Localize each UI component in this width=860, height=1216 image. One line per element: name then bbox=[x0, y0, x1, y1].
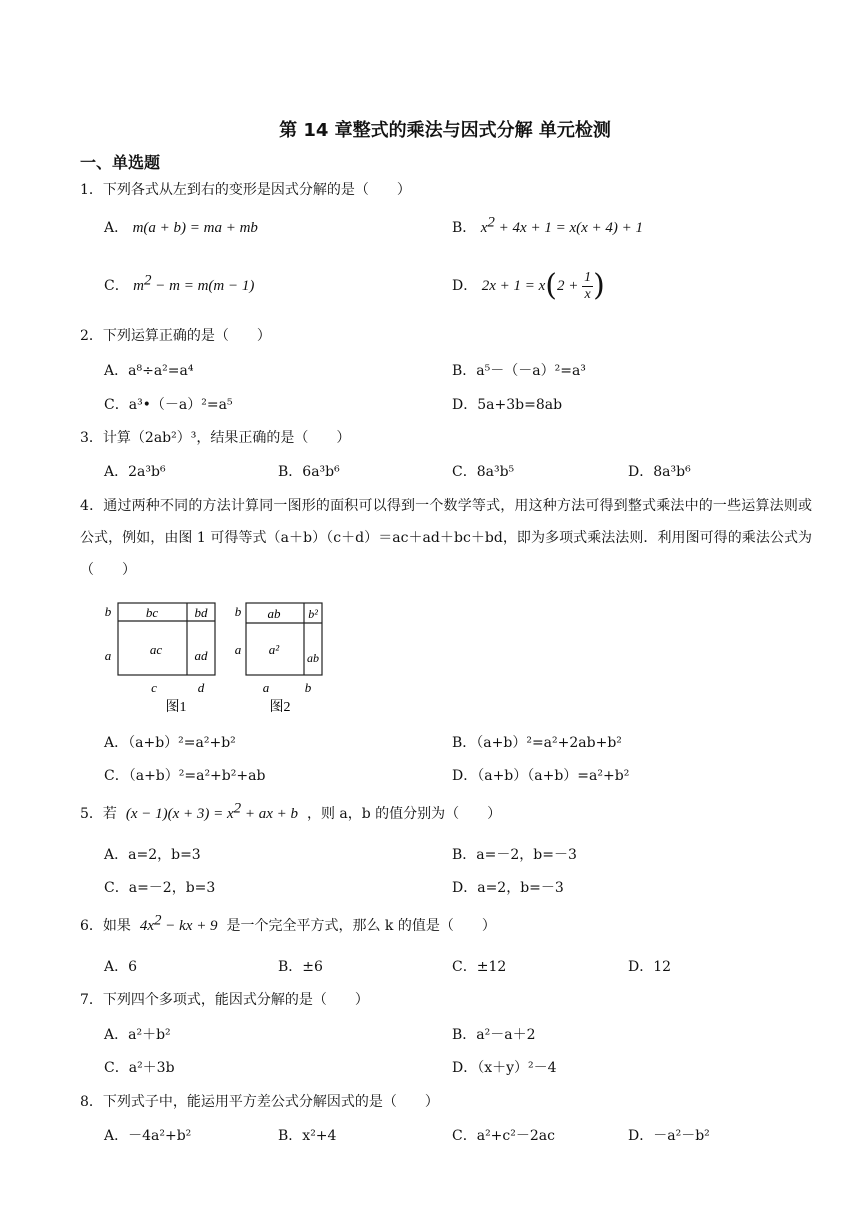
fig2-label-ab-top: ab bbox=[267, 606, 281, 621]
option-letter: C． bbox=[452, 464, 477, 480]
option-letter: D． bbox=[452, 1060, 478, 1076]
option-text: a²－a＋2 bbox=[476, 1027, 536, 1043]
option-expression: m(a + b) = ma + mb bbox=[132, 220, 258, 236]
option-letter: C． bbox=[104, 768, 129, 784]
option-text: （a+b）²=a²+2ab+b² bbox=[476, 735, 622, 751]
option-text: （a+b）²=a²+b²+ab bbox=[128, 768, 266, 784]
q2-option-d[interactable] bbox=[452, 395, 562, 415]
q7-option-c[interactable] bbox=[104, 1058, 175, 1078]
q1-option-b[interactable] bbox=[452, 214, 643, 238]
figure-2 bbox=[235, 603, 322, 715]
option-text: －a²－b² bbox=[653, 1128, 710, 1144]
option-letter: B． bbox=[278, 464, 303, 480]
option-letter: C． bbox=[104, 397, 129, 413]
q7-option-a[interactable] bbox=[104, 1025, 171, 1045]
option-text: 5a+3b=8ab bbox=[477, 397, 563, 413]
question-7-stem: 7．下列四个多项式，能因式分解的是（ ） bbox=[80, 992, 369, 1008]
option-text: 6 bbox=[128, 959, 138, 975]
option-text: （a+b）（a+b）=a²+b² bbox=[477, 768, 630, 784]
fig1-side-a: a bbox=[104, 648, 112, 663]
option-letter: B． bbox=[278, 1128, 303, 1144]
fig2-side-b: b bbox=[234, 604, 242, 619]
figure-1 bbox=[105, 603, 215, 715]
option-letter: D． bbox=[452, 278, 478, 294]
stem-suffix: ，则 a，b 的值分别为（ ） bbox=[306, 806, 502, 822]
option-text: a⁵－（－a）²=a³ bbox=[476, 363, 586, 379]
area-model-figure bbox=[100, 598, 330, 718]
fig1-label-ad: ad bbox=[194, 648, 208, 663]
option-text: a=2，b=3 bbox=[128, 847, 201, 863]
option-letter: C． bbox=[104, 278, 129, 294]
q4-option-c[interactable] bbox=[104, 766, 265, 786]
option-letter: A． bbox=[104, 1027, 129, 1043]
fig2-label-ab-side: ab bbox=[307, 651, 319, 665]
stem-expression-rest: + ax + b bbox=[241, 806, 299, 822]
option-expression-rest: + 4x + 1 = x(x + 4) + 1 bbox=[494, 220, 643, 236]
option-text: a²+c²－2ac bbox=[476, 1128, 555, 1144]
q7-option-b[interactable] bbox=[452, 1025, 536, 1045]
question-1-stem: 1．下列各式从左到右的变形是因式分解的是（ ） bbox=[80, 182, 411, 198]
q8-option-d[interactable] bbox=[628, 1126, 710, 1146]
page-title: 第 14 章整式的乘法与因式分解 单元检测 bbox=[279, 120, 611, 141]
q1-option-a[interactable] bbox=[104, 218, 258, 238]
stem-exponent: 2 bbox=[154, 912, 162, 929]
q8-option-b[interactable] bbox=[278, 1126, 336, 1146]
option-letter: B． bbox=[452, 363, 477, 379]
option-text: 2a³b⁶ bbox=[128, 464, 166, 480]
option-expression-base: x bbox=[480, 220, 488, 236]
option-text: 12 bbox=[653, 959, 672, 975]
option-text: （x＋y）²－4 bbox=[477, 1060, 557, 1076]
option-letter: A． bbox=[104, 959, 129, 975]
option-letter: B． bbox=[452, 1027, 477, 1043]
fig1-bottom-c: c bbox=[151, 680, 157, 695]
q5-option-b[interactable] bbox=[452, 845, 577, 865]
section-heading: 一、单选题 bbox=[80, 153, 161, 172]
question-2-stem: 2．下列运算正确的是（ ） bbox=[80, 328, 271, 344]
option-letter: C． bbox=[104, 880, 129, 896]
option-expression-rest: − m = m(m − 1) bbox=[151, 278, 255, 294]
q4-option-b[interactable] bbox=[452, 733, 622, 753]
option-letter: C． bbox=[104, 1060, 129, 1076]
option-letter: A． bbox=[104, 735, 129, 751]
option-letter: D． bbox=[452, 397, 478, 413]
option-letter: D． bbox=[452, 880, 478, 896]
q5-option-a[interactable] bbox=[104, 845, 201, 865]
fig1-caption: 图1 bbox=[165, 700, 187, 715]
fig1-side-b: b bbox=[104, 604, 112, 619]
fraction-denominator: x bbox=[584, 286, 591, 302]
q2-option-b[interactable] bbox=[452, 361, 586, 381]
q3-option-d[interactable] bbox=[628, 462, 691, 482]
stem-expression: (x − 1)(x + 3) = x bbox=[125, 806, 234, 822]
option-text: ±6 bbox=[302, 959, 323, 975]
question-4-stem: 4．通过两种不同的方法计算同一图形的面积可以得到一个数学等式，用这种方法可得到整式乘法中的一些运算法则或公式，例如，由图 1 可得等式（a＋b）（c＋d）＝ac＋ad＋bc＋bd，即为多项式乘法法则．利用图可得的乘法公式为（ ） bbox=[80, 498, 812, 578]
q6-option-d[interactable] bbox=[628, 957, 671, 977]
option-text: 8a³b⁵ bbox=[476, 464, 515, 480]
option-letter: A． bbox=[104, 464, 129, 480]
fig2-label-b2: b² bbox=[308, 607, 318, 621]
stem-expression: 4x bbox=[139, 918, 154, 934]
q6-option-c[interactable] bbox=[452, 957, 506, 977]
option-text: a²＋3b bbox=[128, 1060, 175, 1076]
option-letter: A． bbox=[104, 220, 129, 236]
option-text: 8a³b⁶ bbox=[653, 464, 691, 480]
fig2-label-a2: a² bbox=[268, 642, 280, 657]
option-expression: 2x + 1 = x bbox=[481, 278, 546, 294]
left-paren: ( bbox=[545, 268, 557, 303]
fig2-bottom-a: a bbox=[262, 680, 270, 695]
option-text: a=－2，b=－3 bbox=[476, 847, 577, 863]
option-text: ±12 bbox=[476, 959, 507, 975]
question-3-stem: 3．计算（2ab²）³，结果正确的是（ ） bbox=[80, 430, 351, 446]
stem-exponent: 2 bbox=[233, 800, 242, 817]
option-letter: B． bbox=[278, 959, 303, 975]
option-text: a=2，b=－3 bbox=[477, 880, 564, 896]
fig1-label-bc: bc bbox=[145, 605, 159, 620]
q1-option-d[interactable] bbox=[452, 262, 605, 310]
q3-option-a[interactable] bbox=[104, 462, 166, 482]
question-5-stem bbox=[80, 800, 502, 824]
fraction bbox=[582, 270, 593, 303]
option-letter: A． bbox=[104, 1128, 129, 1144]
option-letter: D． bbox=[628, 464, 654, 480]
q3-option-c[interactable] bbox=[452, 462, 514, 482]
option-text: （a+b）²=a²+b² bbox=[128, 735, 236, 751]
option-text: a⁸÷a²=a⁴ bbox=[128, 363, 194, 379]
q6-option-a[interactable] bbox=[104, 957, 137, 977]
q5-option-c[interactable] bbox=[104, 878, 215, 898]
option-text: a³•（－a）²=a⁵ bbox=[128, 397, 233, 413]
option-letter: B． bbox=[452, 847, 477, 863]
option-letter: D． bbox=[628, 1128, 654, 1144]
option-text: －4a²+b² bbox=[128, 1128, 192, 1144]
q6-option-b[interactable] bbox=[278, 957, 323, 977]
fig1-bottom-d: d bbox=[197, 680, 205, 695]
stem-prefix: 5．若 bbox=[80, 806, 117, 822]
stem-expression-rest: − kx + 9 bbox=[161, 918, 218, 934]
q2-option-c[interactable] bbox=[104, 395, 233, 415]
option-text: a=－2，b=3 bbox=[128, 880, 216, 896]
fig1-label-bd: bd bbox=[194, 605, 208, 620]
q2-option-a[interactable] bbox=[104, 361, 193, 381]
q5-option-d[interactable] bbox=[452, 878, 564, 898]
q4-option-a[interactable] bbox=[104, 733, 236, 753]
option-exponent: 2 bbox=[144, 272, 152, 289]
stem-suffix: 是一个完全平方式，那么 k 的值是（ ） bbox=[226, 918, 496, 934]
fraction-numerator: 1 bbox=[584, 269, 592, 285]
fig2-side-a: a bbox=[234, 642, 242, 657]
fig1-label-ac: ac bbox=[149, 642, 163, 657]
option-letter: B． bbox=[452, 735, 477, 751]
q1-option-c[interactable] bbox=[104, 272, 255, 296]
q3-option-b[interactable] bbox=[278, 462, 340, 482]
q4-option-d[interactable] bbox=[452, 766, 629, 786]
option-text: a²＋b² bbox=[128, 1027, 171, 1043]
q8-option-c[interactable] bbox=[452, 1126, 555, 1146]
option-letter: B． bbox=[452, 220, 477, 236]
question-6-stem bbox=[80, 912, 496, 936]
q7-option-d[interactable] bbox=[452, 1058, 557, 1078]
q8-option-a[interactable] bbox=[104, 1126, 191, 1146]
option-expression-base: m bbox=[133, 278, 145, 294]
option-text: x²+4 bbox=[302, 1128, 337, 1144]
fig2-caption: 图2 bbox=[269, 700, 291, 715]
question-8-stem: 8．下列式子中，能运用平方差公式分解因式的是（ ） bbox=[80, 1094, 439, 1110]
option-letter: D． bbox=[452, 768, 478, 784]
fig2-bottom-b: b bbox=[304, 680, 312, 695]
option-letter: C． bbox=[452, 959, 477, 975]
option-letter: A． bbox=[104, 363, 129, 379]
option-text: 6a³b⁶ bbox=[302, 464, 340, 480]
option-expression-whole: 2 + bbox=[556, 278, 583, 294]
option-letter: C． bbox=[452, 1128, 477, 1144]
option-exponent: 2 bbox=[487, 214, 495, 231]
option-letter: A． bbox=[104, 847, 129, 863]
option-letter: D． bbox=[628, 959, 654, 975]
right-paren: ) bbox=[593, 268, 605, 303]
stem-prefix: 6．如果 bbox=[80, 918, 131, 934]
